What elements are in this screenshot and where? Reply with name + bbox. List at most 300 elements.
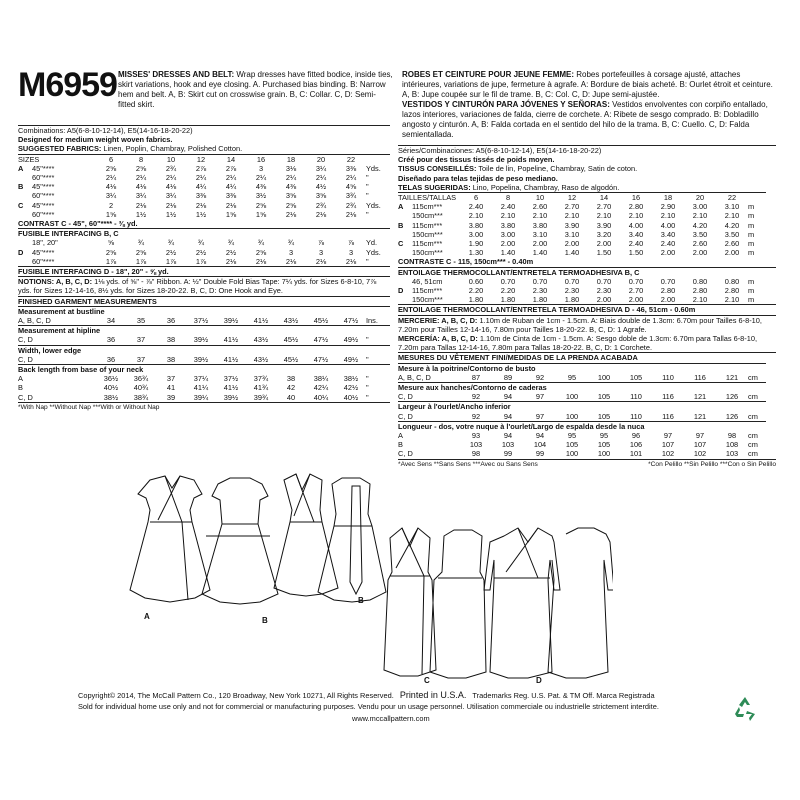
unit-cell: Yd. (366, 238, 378, 248)
value-cell: 4.20 (692, 220, 708, 230)
value-cell: 2.80 (628, 202, 644, 212)
dress-c-front-detail-icon (390, 528, 430, 674)
value-cell: 2⅛ (165, 200, 177, 210)
value-cell: 3 (318, 247, 324, 257)
notions (18, 276, 390, 295)
value-cell: 4⅜ (285, 182, 297, 192)
value-cell: 2.20 (500, 285, 516, 295)
fabric-width-cell: 60"**** (32, 209, 55, 219)
table-row (398, 221, 766, 230)
value-cell: 4⅝ (345, 182, 357, 192)
fabric-width-cell: 150cm*** (412, 211, 443, 221)
fabric-width-cell: 115cm*** (412, 285, 443, 295)
value-cell: 1⅝ (255, 209, 267, 219)
mesures-heading: MESURES DU VÊTEMENT FINI/MEDIDAS DE LA PRENDA ACABADA (398, 352, 776, 362)
dress-c-front-icon (384, 528, 436, 676)
french-spanish-chart (398, 145, 776, 469)
value-cell: 100 (597, 449, 611, 459)
merceria-label: MERCERÍA: A, B, C, D: (398, 333, 478, 343)
value-cell: 43½ (253, 354, 269, 364)
value-cell: 37 (136, 335, 146, 345)
value-cell: 3¾ (345, 191, 357, 201)
value-cell: 2⅛ (195, 200, 207, 210)
value-cell: 92 (471, 411, 481, 421)
table-row (398, 286, 766, 295)
value-cell: 103 (469, 440, 483, 450)
sizes-row (18, 154, 390, 164)
value-cell: 101 (629, 449, 643, 459)
measurement-heading: Back length from base of your neck (18, 364, 390, 374)
value-cell: 93 (471, 430, 481, 440)
size-header: 22 (346, 154, 356, 164)
fabric-width-cell: 150cm*** (412, 229, 443, 239)
value-cell: 2.10 (628, 211, 644, 221)
measurement-heading-row (398, 402, 766, 412)
notions-label: NOTIONS: A, B, C, D: (18, 277, 93, 287)
value-cell: 3 (258, 163, 264, 173)
fusible-interfacing-bc-heading: FUSIBLE INTERFACING B, C (18, 228, 390, 238)
unit-cell: Ins. (366, 315, 378, 325)
table-row (18, 374, 390, 383)
value-cell: 105 (597, 440, 611, 450)
value-cell: 4¼ (225, 182, 237, 192)
view-cell (398, 248, 412, 257)
value-cell: 2⅛ (285, 209, 297, 219)
value-cell: 0.70 (660, 276, 676, 286)
value-cell: 94 (535, 430, 545, 440)
value-cell: 47½ (343, 315, 359, 325)
value-cell: 104 (533, 440, 547, 450)
table-row (398, 440, 766, 449)
table-row (18, 201, 390, 210)
description-spanish-title: VESTIDOS Y CINTURÓN PARA JÓVENES Y SEÑORAS: (402, 100, 610, 109)
view-cell: B (18, 182, 24, 192)
value-cell: 38 (286, 374, 296, 384)
fusible-interfacing-table (18, 238, 390, 266)
value-cell: 1.80 (500, 295, 516, 305)
value-cell: 1½ (195, 209, 207, 219)
value-cell: 37¾ (253, 374, 269, 384)
size-header: 10 (535, 192, 545, 202)
description-french-spanish (402, 70, 782, 140)
view-cell: C, D (18, 354, 33, 364)
value-cell: 3 (288, 247, 294, 257)
view-cell (18, 257, 32, 266)
value-cell: 2.00 (724, 248, 740, 258)
printed-in-usa: Printed in U.S.A. (399, 690, 467, 700)
measurement-heading: Longueur - dos, votre nuque à l'ourlet/Largo de espalda desde la nuca (398, 421, 766, 431)
value-cell: 38½ (103, 392, 119, 402)
value-cell: 3.50 (724, 229, 740, 239)
view-cell: C (18, 200, 24, 210)
views-c-d-illustration (378, 520, 613, 685)
value-cell: 99 (503, 449, 513, 459)
value-cell: 105 (565, 440, 579, 450)
value-cell: 1½ (165, 209, 177, 219)
value-cell: 3.40 (660, 229, 676, 239)
value-cell: 38¾ (133, 392, 149, 402)
value-cell: 2.10 (564, 211, 580, 221)
fr-fabrics-text: Toile de lin, Popeline, Chambray, Satin de coton. (476, 164, 638, 174)
value-cell: 1⅞ (105, 256, 117, 266)
view-cell (18, 238, 32, 247)
measurement-heading-row (18, 364, 390, 374)
value-cell: 1.80 (468, 295, 484, 305)
value-cell: 107 (693, 440, 707, 450)
unit-cell: m (748, 248, 755, 258)
value-cell: 4.00 (628, 220, 644, 230)
value-cell: 37½ (223, 374, 239, 384)
value-cell: 103 (725, 449, 739, 459)
value-cell: 2⅝ (255, 247, 267, 257)
value-cell: 92 (535, 372, 545, 382)
view-cell (398, 230, 412, 239)
unit-cell: " (366, 392, 369, 402)
value-cell: 2.90 (660, 202, 676, 212)
table-row (18, 238, 390, 247)
es-fabrics-text: Lino, Popelina, Chambray, Raso de algodón. (470, 182, 620, 192)
unit-cell: cm (748, 449, 758, 459)
fabric-width-cell: 45"**** (32, 182, 55, 192)
value-cell: 3.20 (596, 229, 612, 239)
value-cell: 1.90 (468, 238, 484, 248)
size-header: 8 (138, 154, 144, 164)
value-cell: 100 (565, 449, 579, 459)
measurement-heading: Mesure aux hanches/Contorno de caderas (398, 382, 766, 392)
unit-cell: m (748, 229, 755, 239)
value-cell: 2.30 (596, 285, 612, 295)
value-cell: 0.80 (692, 276, 708, 286)
measurement-heading-row (18, 345, 390, 355)
value-cell: 2.70 (628, 285, 644, 295)
value-cell: 2.10 (596, 211, 612, 221)
value-cell: 41½ (223, 335, 239, 345)
value-cell: 2.40 (468, 202, 484, 212)
value-cell: ⅝ (107, 238, 115, 248)
fabric-width-cell: 45"**** (32, 200, 55, 210)
value-cell: 97 (695, 430, 705, 440)
designed-for: Designed for medium weight woven fabrics. (18, 135, 173, 145)
value-cell: 38 (166, 354, 176, 364)
value-cell: 105 (597, 411, 611, 421)
value-cell: 40 (286, 392, 296, 402)
unit-cell: " (366, 182, 369, 192)
value-cell: 3⅝ (285, 191, 297, 201)
table-row (18, 355, 390, 365)
value-cell: 3.40 (628, 229, 644, 239)
view-label-a: A (144, 612, 150, 621)
value-cell: 2.70 (564, 202, 580, 212)
value-cell: 2.40 (500, 202, 516, 212)
view-cell: B (18, 383, 23, 393)
fabric-width-cell: 115cm*** (412, 238, 443, 248)
unit-cell: cm (748, 440, 758, 450)
value-cell: 110 (662, 372, 674, 382)
measurement-heading-row (398, 421, 766, 431)
value-cell: 2½ (225, 247, 237, 257)
table-row (398, 295, 766, 304)
value-cell: 121 (725, 372, 739, 382)
value-cell: 105 (597, 392, 611, 402)
view-cell: A (18, 374, 23, 384)
value-cell: 2.00 (500, 238, 516, 248)
combinations-line: Combinations: A5(6-8-10-12-14), E5(14-16-18-20-22) (18, 125, 390, 135)
fabric-width-cell: 60"**** (32, 191, 55, 201)
view-cell (398, 295, 412, 304)
unit-cell: m (748, 285, 755, 295)
sizes-label: SIZES (18, 154, 40, 164)
fr-nap-note: *Avec Sens **Sans Sens ***Avec ou Sans Sens (398, 460, 538, 468)
nap-note: *With Nap **Without Nap ***With or Without Nap (18, 402, 390, 412)
value-cell: ¾ (287, 238, 295, 248)
description-french-text: Robes portefeuilles à corsage ajusté, attaches intérieures, variations de jupe, fermeture à agrafe. A: Bordure de biais acheté. B: Ourlet étroit et ceinture. A, B: Jupe coupée sur le fil de trame. B, C: Col. C, D: Jupe semi-ajustée. (402, 70, 773, 99)
dress-d-front-detail-icon (494, 528, 550, 578)
value-cell: 38 (166, 335, 176, 345)
es-nap-note: *Con Pelillo **Sin Pelillo ***Con o Sin Pelillo (648, 460, 776, 468)
value-cell: 39½ (193, 335, 209, 345)
value-cell: 36 (106, 354, 116, 364)
english-chart (18, 125, 390, 412)
measurement-heading-row (398, 363, 766, 373)
value-cell: 2¾ (165, 163, 177, 173)
value-cell: 98 (471, 449, 481, 459)
unit-cell: " (366, 354, 369, 364)
value-cell: 106 (629, 440, 643, 450)
value-cell: 0.70 (564, 276, 580, 286)
unit-cell: m (748, 202, 755, 212)
value-cell: 3.10 (532, 229, 548, 239)
description-french-title: ROBES ET CEINTURE POUR JEUNE FEMME: (402, 70, 575, 79)
measurement-heading: Measurement at bustline (18, 306, 390, 316)
view-label-b-dress: B (262, 616, 268, 625)
value-cell: 2⅛ (345, 256, 357, 266)
value-cell: 3¼ (315, 163, 327, 173)
value-cell: 0.70 (596, 276, 612, 286)
value-cell: 2.10 (660, 211, 676, 221)
value-cell: 2½ (195, 247, 207, 257)
value-cell: 3.80 (500, 220, 516, 230)
sold-for-home-use: Sold for individual home use only and not for commercial or manufacturing purposes. Vendu pour un usage personnel. Utilisation commerciale ou industrielle strictement interdite. (78, 702, 659, 711)
value-cell: 2.00 (564, 238, 580, 248)
fabric-width-cell: 45"**** (32, 247, 55, 257)
mercerie (398, 315, 776, 334)
value-cell: 3 (348, 247, 354, 257)
table-row (398, 449, 766, 458)
table-row (398, 230, 766, 239)
view-cell: A (18, 163, 24, 173)
value-cell: 2¼ (105, 172, 117, 182)
value-cell: 2.40 (628, 238, 644, 248)
value-cell: 126 (725, 411, 739, 421)
value-cell: 2.10 (468, 211, 484, 221)
view-cell: B (398, 220, 404, 230)
value-cell: 2.10 (724, 211, 740, 221)
entoilage-bc-heading: ENTOILAGE THERMOCOLLANT/ENTRETELA TERMOADHESIVA B, C (398, 267, 776, 277)
contraste-c: CONTRASTE C - 115, 150cm*** - 0.40m (398, 257, 534, 267)
value-cell: 2.10 (500, 211, 516, 221)
value-cell: 39¾ (253, 392, 269, 402)
value-cell: 4⅜ (255, 182, 267, 192)
unit-cell: Yds. (366, 163, 381, 173)
view-cell: C, D (18, 335, 33, 345)
table-row (18, 383, 390, 392)
value-cell: 95 (567, 372, 577, 382)
size-header: 18 (663, 192, 673, 202)
notions-text: 1⅛ yds. of ⅝" - ⅞" Ribbon. A: ½" Double Fold Bias Tape: 7¼ yds. for Sizes 6-8-10, 7⅞ yds. for Sizes 12-14-16, 8½ yds. for Sizes 18-20-22. B, C, D: One Hook and Eye. (18, 277, 377, 296)
table-row (398, 431, 766, 440)
value-cell: 2⅝ (135, 247, 147, 257)
value-cell: 2.00 (660, 248, 676, 258)
value-cell: 1.50 (628, 248, 644, 258)
view-cell: A (398, 430, 403, 440)
value-cell: 1½ (135, 209, 147, 219)
suggested-fabrics-text: Linen, Poplin, Chambray, Polished Cotton. (101, 144, 243, 154)
value-cell: 3.00 (500, 229, 516, 239)
value-cell: 94 (503, 411, 513, 421)
es-designed-for: Diseñado para telas tejidas de peso mediano. (398, 173, 558, 183)
value-cell: 3.50 (692, 229, 708, 239)
value-cell: 2¼ (225, 172, 237, 182)
value-cell: 2⅝ (105, 247, 117, 257)
unit-cell: cm (748, 372, 758, 382)
dress-a-back-icon (202, 478, 278, 604)
value-cell: 39½ (223, 392, 239, 402)
unit-cell: " (366, 191, 369, 201)
value-cell: 2.60 (724, 238, 740, 248)
dress-a-front-detail-icon (150, 476, 192, 600)
value-cell: 38¼ (313, 374, 329, 384)
dress-c-back-icon (430, 530, 486, 678)
view-cell (398, 211, 412, 220)
value-cell: 116 (662, 392, 674, 402)
measurement-heading: Width, lower edge (18, 345, 390, 355)
value-cell: ¾ (197, 238, 205, 248)
value-cell: 3.80 (532, 220, 548, 230)
value-cell: 3.00 (468, 229, 484, 239)
value-cell: 4½ (315, 182, 327, 192)
measurement-heading-row (18, 306, 390, 316)
value-cell: 4⅛ (135, 182, 147, 192)
value-cell: 2.80 (660, 285, 676, 295)
size-header: 16 (256, 154, 266, 164)
copyright-line (78, 690, 655, 700)
size-header: 10 (166, 154, 176, 164)
value-cell: 2¼ (285, 172, 297, 182)
finished-measurements-heading: FINISHED GARMENT MEASUREMENTS (18, 296, 390, 306)
fabric-width-cell: 60"**** (32, 256, 55, 266)
view-cell: C, D (398, 392, 413, 402)
sizes-label: TAILLES/TALLAS (398, 192, 457, 202)
view-cell: A, B, C, D (398, 372, 431, 382)
table-row (398, 392, 766, 402)
view-label-b-belt: B (358, 596, 364, 605)
unit-cell: " (366, 256, 369, 266)
value-cell: 42 (286, 383, 296, 393)
value-cell: 37¼ (193, 374, 209, 384)
size-header: 8 (505, 192, 511, 202)
value-cell: 2⅛ (225, 256, 237, 266)
size-header: 14 (226, 154, 236, 164)
value-cell: 2⅞ (225, 163, 237, 173)
value-cell: 98 (727, 430, 737, 440)
table-row (398, 277, 766, 286)
view-cell (398, 277, 412, 286)
value-cell: 36½ (103, 374, 119, 384)
unit-cell: m (748, 211, 755, 221)
metric-yardage-table (398, 192, 766, 257)
value-cell: 37½ (193, 315, 209, 325)
measurement-heading: Mesure à la poitrine/Contorno de busto (398, 363, 766, 373)
fr-fabrics-label: TISSUS CONSEILLÉS: (398, 164, 477, 174)
measurement-heading: Largeur à l'ourlet/Ancho inferior (398, 402, 766, 412)
value-cell: 4.00 (660, 220, 676, 230)
view-cell: A (398, 202, 404, 212)
value-cell: 0.70 (532, 276, 548, 286)
value-cell: 3.90 (596, 220, 612, 230)
size-header: 16 (631, 192, 641, 202)
fr-fabrics (398, 164, 776, 173)
value-cell: 121 (693, 392, 707, 402)
es-fabrics (398, 183, 776, 192)
dress-d-back-icon (548, 528, 613, 678)
table-row (18, 191, 390, 200)
unit-cell: " (366, 335, 369, 345)
fabric-width-cell: 115cm*** (412, 220, 443, 230)
entoilage-d: ENTOILAGE THERMOCOLLANT/ENTRETELA TERMOADHESIVA D - 46, 51cm - 0.60m (398, 304, 776, 314)
fusible-interfacing-d: FUSIBLE INTERFACING D - 18", 20" - ⅝ yd. (18, 266, 390, 276)
value-cell: 45½ (283, 354, 299, 364)
belt-icon (350, 486, 362, 594)
value-cell: 100 (597, 372, 611, 382)
size-header: 20 (316, 154, 326, 164)
value-cell: ¾ (137, 238, 145, 248)
entoilage-table (398, 277, 766, 305)
fr-designed-for: Créé pour des tissus tissés de poids moyen. (398, 155, 555, 165)
value-cell: ¾ (227, 238, 235, 248)
value-cell: 3¼ (165, 191, 177, 201)
value-cell: 39½ (193, 354, 209, 364)
value-cell: 47½ (313, 354, 329, 364)
value-cell: 0.80 (724, 276, 740, 286)
sizes-row (398, 192, 766, 202)
table-row (18, 182, 390, 191)
measurement-heading-row (18, 326, 390, 336)
es-fabrics-label: TELAS SUGERIDAS: (398, 182, 471, 192)
value-cell: 3⅜ (225, 191, 237, 201)
unit-cell: " (366, 383, 369, 393)
value-cell: 2¼ (135, 172, 147, 182)
value-cell: 4⅛ (105, 182, 117, 192)
value-cell: 2¾ (345, 200, 357, 210)
size-header: 12 (196, 154, 206, 164)
value-cell: 2⅞ (195, 163, 207, 173)
value-cell: 3.10 (564, 229, 580, 239)
value-cell: ⅞ (317, 238, 325, 248)
value-cell: 105 (629, 372, 643, 382)
value-cell: 92 (471, 392, 481, 402)
value-cell: 40¾ (133, 383, 149, 393)
value-cell: 47½ (313, 335, 329, 345)
value-cell: 4¼ (195, 182, 207, 192)
value-cell: 2.10 (692, 211, 708, 221)
size-header: 22 (727, 192, 737, 202)
view-cell (18, 191, 32, 200)
value-cell: 2⅝ (255, 200, 267, 210)
value-cell: 110 (630, 411, 642, 421)
value-cell: 96 (631, 430, 641, 440)
value-cell: 2¼ (255, 172, 267, 182)
view-cell: C, D (398, 411, 413, 421)
